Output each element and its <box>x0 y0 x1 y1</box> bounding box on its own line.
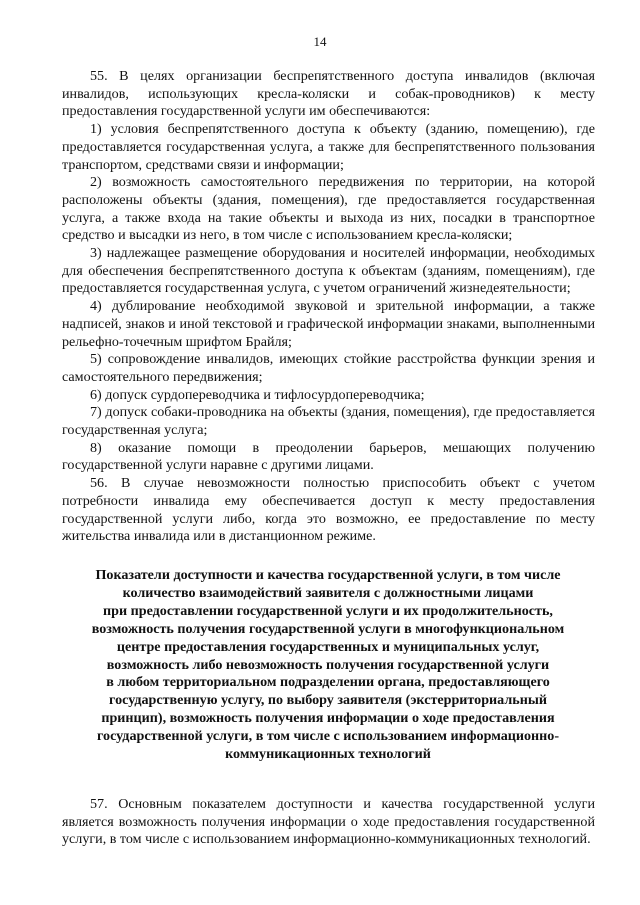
heading-line: коммуникационных технологий <box>225 746 431 763</box>
paragraph-55-item-2: 2) возможность самостоятельного передвижения по территории, на которой расположены объекты (здания, помещения), где предоставляется государственная услуга, а также входа на такие объекты и выхода из них, посадки в транспортное средство и высадки из него, в том числе с использованием кресла-коляски; <box>62 174 595 244</box>
body-text-block-1 <box>62 68 595 546</box>
paragraph-55-item-1: 1) условия беспрепятственного доступа к объекту (зданию, помещению), где предоставляется государственная услуга, а также для беспрепятственного пользования транспортом, средствами связи и информации; <box>62 121 595 173</box>
paragraph-55: 55. В целях организации беспрепятственного доступа инвалидов (включая инвалидов, использующих кресла-коляски и собак-проводников) к месту предоставления государственной услуги им обеспечиваются: <box>62 68 595 120</box>
paragraph-56: 56. В случае невозможности полностью приспособить объект с учетом потребности инвалида ему обеспечивается доступ к месту предоставления государственной услуги либо, когда это возможно, ее предоставление по месту жительства инвалида или в дистанционном режиме. <box>62 475 595 545</box>
paragraph-57: 57. Основным показателем доступности и качества государственной услуги является возможность получения информации о ходе предоставления государственной услуги, в том числе с использованием информационно-коммуникационных технологий. <box>62 796 595 848</box>
paragraph-55-item-8: 8) оказание помощи в преодолении барьеров, мешающих получению государственной услуги наравне с другими лицами. <box>62 439 595 474</box>
paragraph-55-item-6: 6) допуск сурдопереводчика и тифлосурдопереводчика; <box>90 386 425 403</box>
paragraph-55-item-5: 5) сопровождение инвалидов, имеющих стойкие расстройства функции зрения и самостоятельного передвижения; <box>62 351 595 385</box>
heading-line: количество взаимодействий заявителя с должностными лицами <box>122 584 534 601</box>
body-text-block-2 <box>62 796 595 849</box>
heading-line: при предоставлении государственной услуги и их продолжительность, <box>103 602 553 619</box>
heading-line: возможность либо невозможность получения государственной услуги <box>106 656 550 673</box>
paragraph-55-item-3: 3) надлежащее размещение оборудования и носителей информации, необходимых для обеспечения беспрепятственного доступа к объектам (зданиям, помещениям), где предоставляется государственная услуга, с учетом ограничений жизнедеятельности; <box>62 245 595 297</box>
heading-line: центре предоставления государственных и муниципальных услуг, <box>116 638 540 655</box>
paragraph-55-item-4: 4) дублирование необходимой звуковой и зрительной информации, а также надписей, знаков и иной текстовой и графической информации знаками, выполненными рельефно-точечным шрифтом Брайля; <box>62 298 595 350</box>
section-heading <box>68 567 588 764</box>
heading-line: в любом территориальном подразделении органа, предоставляющего <box>106 674 550 691</box>
page-number: 14 <box>313 34 327 49</box>
heading-line: Показатели доступности и качества государственной услуги, в том числе <box>95 567 561 583</box>
paragraph-55-item-7: 7) допуск собаки-проводника на объекты (здания, помещения), где предоставляется государственная услуга; <box>62 404 595 439</box>
heading-line: принцип), возможность получения информации о ходе предоставления <box>101 710 555 727</box>
heading-line: государственной услуги, в том числе с использованием информационно- <box>96 728 560 745</box>
heading-line: государственную услугу, по выбору заявителя (экстерриториальный <box>109 692 547 709</box>
heading-line: возможность получения государственной услуги в многофункциональном <box>91 620 565 637</box>
